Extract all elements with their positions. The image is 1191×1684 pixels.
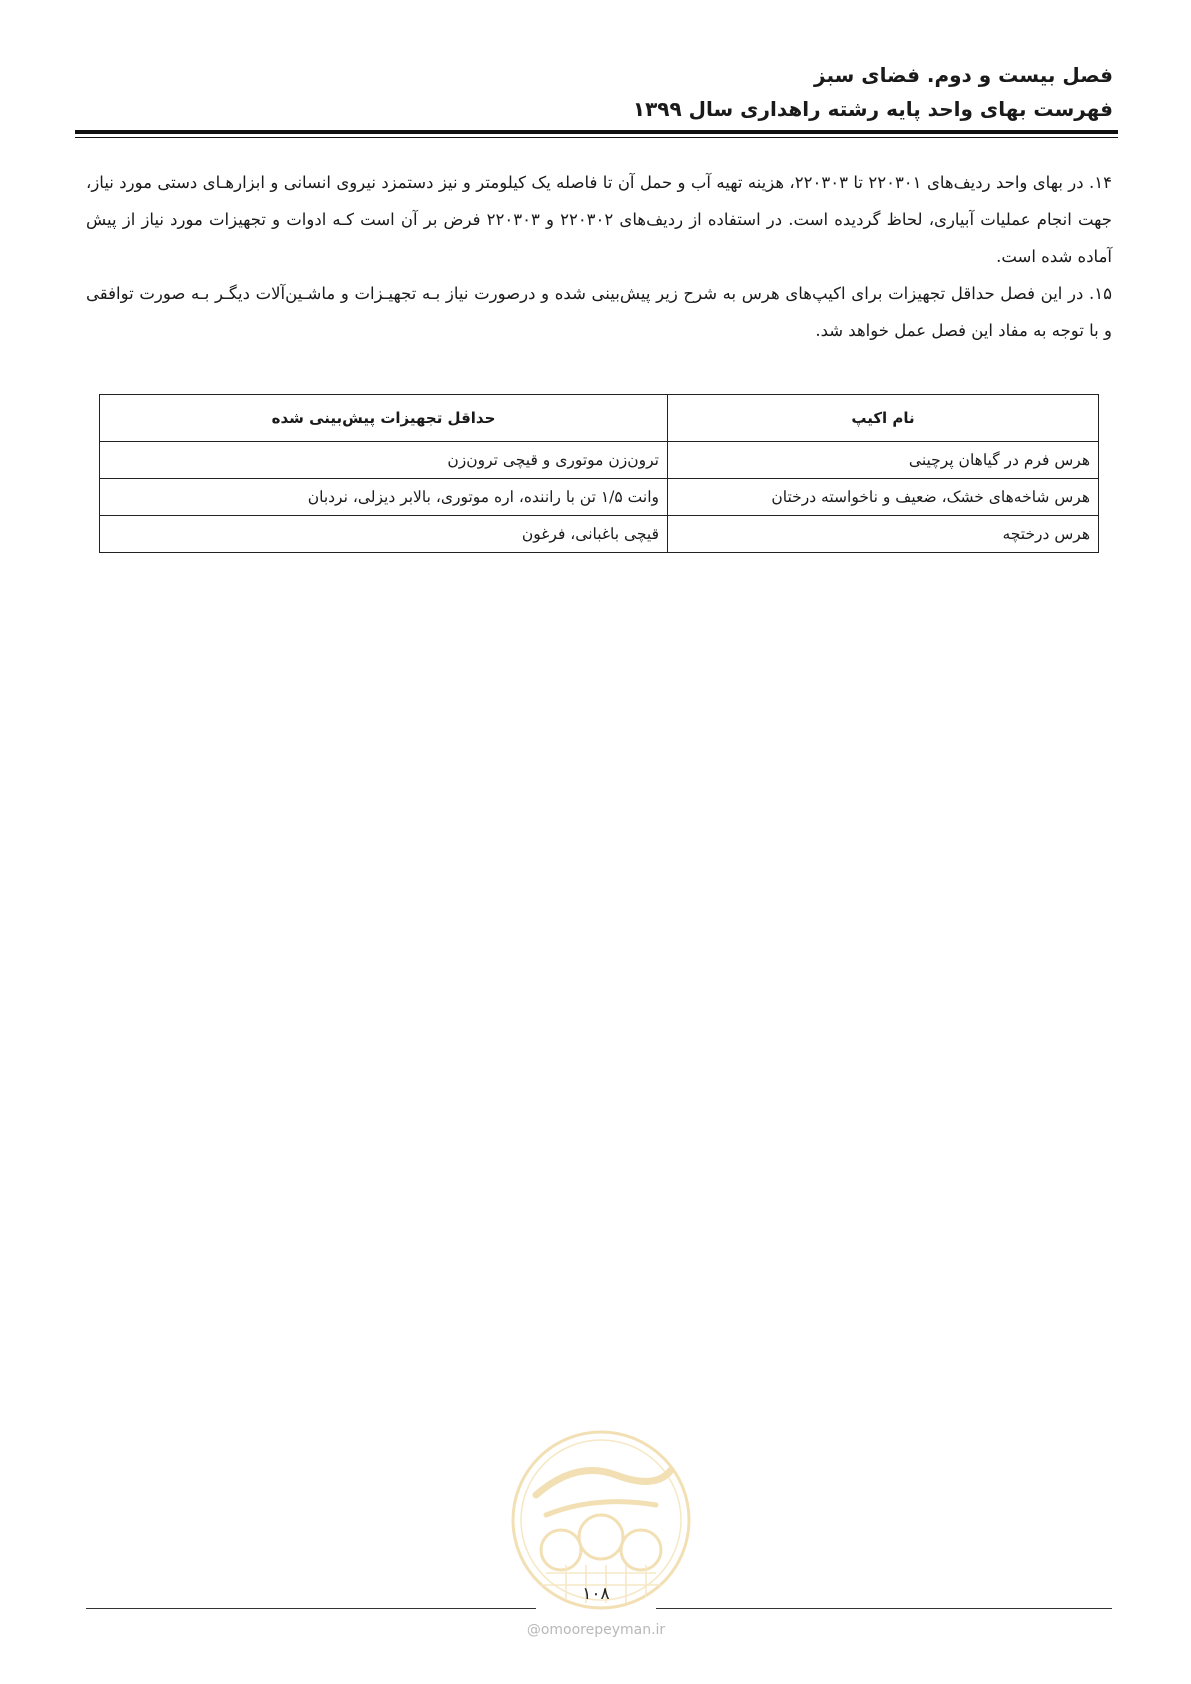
cell-team-name: هرس فرم در گیاهان پرچینی	[668, 442, 1099, 479]
table-row	[100, 516, 1099, 553]
price-list-title: فهرست بهای واحد پایه رشته راهداری سال ۱۳۹۹	[632, 97, 1113, 121]
body-text	[86, 164, 1112, 349]
cell-team-name: هرس شاخه‌های خشک، ضعیف و ناخواسته درختان	[668, 479, 1099, 516]
header-rule-thin	[75, 137, 1118, 138]
cell-equipment: قیچی باغبانی، فرغون	[100, 516, 668, 553]
paragraph-14: ۱۴. در بهای واحد ردیف‌های ۲۲۰۳۰۱ تا ۲۲۰۳۰۳، هزینه تهیه آب و حمل آن تا فاصله یک کیلومتر و نیز دستمزد نیروی انسانی و ابزارهـای دستی مورد نیاز، جهت انجام عملیات آبیاری، لحاظ گردیده است. در استفاده از ردیف‌های ۲۲۰۳۰۲ و ۲۲۰۳۰۳ فرض بر آن است کـه ادوات و تجهیزات مورد نیاز از پیش آماده شده است.	[86, 173, 1112, 266]
footer-rule-right	[656, 1608, 1112, 1609]
header-rule-thick	[75, 130, 1118, 134]
header-team-name: نام اکیپ	[668, 395, 1099, 442]
header-equipment: حداقل تجهیزات پیش‌بینی شده	[100, 395, 668, 442]
chapter-title: فصل بیست و دوم. فضای سبز	[814, 63, 1113, 87]
page-header	[73, 58, 1113, 126]
table-row	[100, 442, 1099, 479]
table-row	[100, 479, 1099, 516]
site-url-watermark: @omoorepeyman.ir	[526, 1622, 666, 1638]
cell-team-name: هرس درختچه	[668, 516, 1099, 553]
paragraph-15: ۱۵. در این فصل حداقل تجهیزات برای اکیپ‌های هرس به شرح زیر پیش‌بینی شده و درصورت نیاز بـه تجهیـزات و ماشـین‌آلات دیگـر بـه صورت توافقی و با توجه به مفاد این فصل عمل خواهد شد.	[86, 284, 1112, 340]
table-header-row	[100, 395, 1099, 442]
footer-rule-left	[86, 1608, 536, 1609]
equipment-table	[99, 394, 1099, 553]
cell-equipment: وانت ۱/۵ تن با راننده، اره موتوری، بالابر دیزلی، نردبان	[100, 479, 668, 516]
cell-equipment: ترون‌زن موتوری و قیچی ترون‌زن	[100, 442, 668, 479]
page-number: ۱۰۸	[582, 1584, 610, 1604]
